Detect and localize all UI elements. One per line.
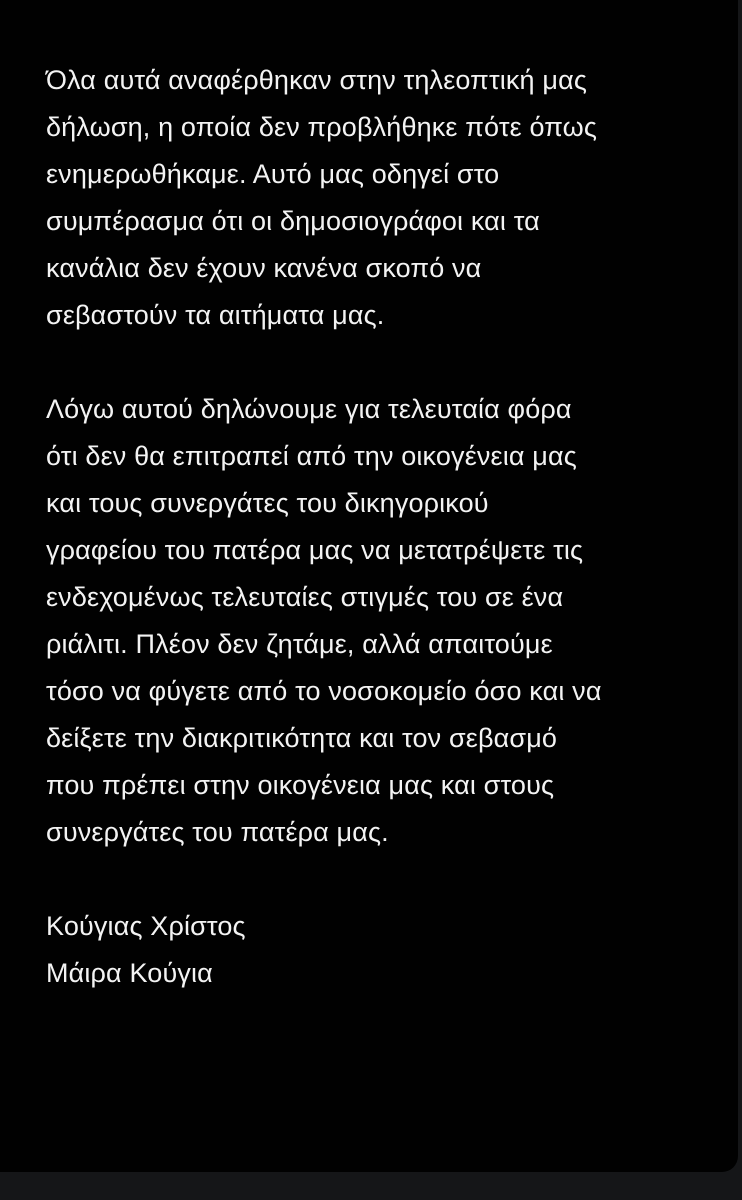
paragraph-2-line-1: Λόγω αυτού δηλώνουμε για τελευταία φόρα [46,394,572,424]
paragraph-1-line-6: σεβαστούν τα αιτήματα μας. [46,300,385,330]
bottom-strip [0,1172,742,1200]
paragraph-2-line-6: ριάλιτι. Πλέον δεν ζητάμε, αλλά απαιτούμε [46,629,553,659]
note-text [46,57,716,997]
paragraph-spacer [46,339,716,386]
paragraph-2-line-9: που πρέπει στην οικογένεια μας και στους [46,770,555,800]
paragraph-1-line-4: συμπέρασμα ότι οι δημοσιογράφοι και τα [46,206,540,236]
paragraph-spacer [46,856,716,903]
signature-line-2: Μάιρα Κούγια [46,958,213,988]
paragraph-2-line-10: συνεργάτες του πατέρα μας. [46,817,389,847]
paragraph-2-line-7: τόσο να φύγετε από το νοσοκομείο όσο και να [46,676,602,706]
paragraph-1-line-5: κανάλια δεν έχουν κανένα σκοπό να [46,253,482,283]
paragraph-2-line-3: και τους συνεργάτες του δικηγορικού [46,488,489,518]
paragraph-2-line-8: δείξετε την διακριτικότητα και τον σεβασμό [46,723,558,753]
paragraph-2-line-5: ενδεχομένως τελευταίες στιγμές του σε ένα [46,582,564,612]
signature-line-1: Κούγιας Χρίστος [46,911,246,941]
paragraph-1-line-1: Όλα αυτά αναφέρθηκαν στην τηλεοπτική μας [46,65,588,95]
paragraph-1-line-2: δήλωση, η οποία δεν προβλήθηκε πότε όπως [46,112,598,142]
paragraph-2-line-2: ότι δεν θα επιτραπεί από την οικογένεια μας [46,441,577,471]
paragraph-1-line-3: ενημερωθήκαμε. Αυτό μας οδηγεί στο [46,159,500,189]
paragraph-2-line-4: γραφείου του πατέρα μας να μετατρέψετε τις [46,535,584,565]
